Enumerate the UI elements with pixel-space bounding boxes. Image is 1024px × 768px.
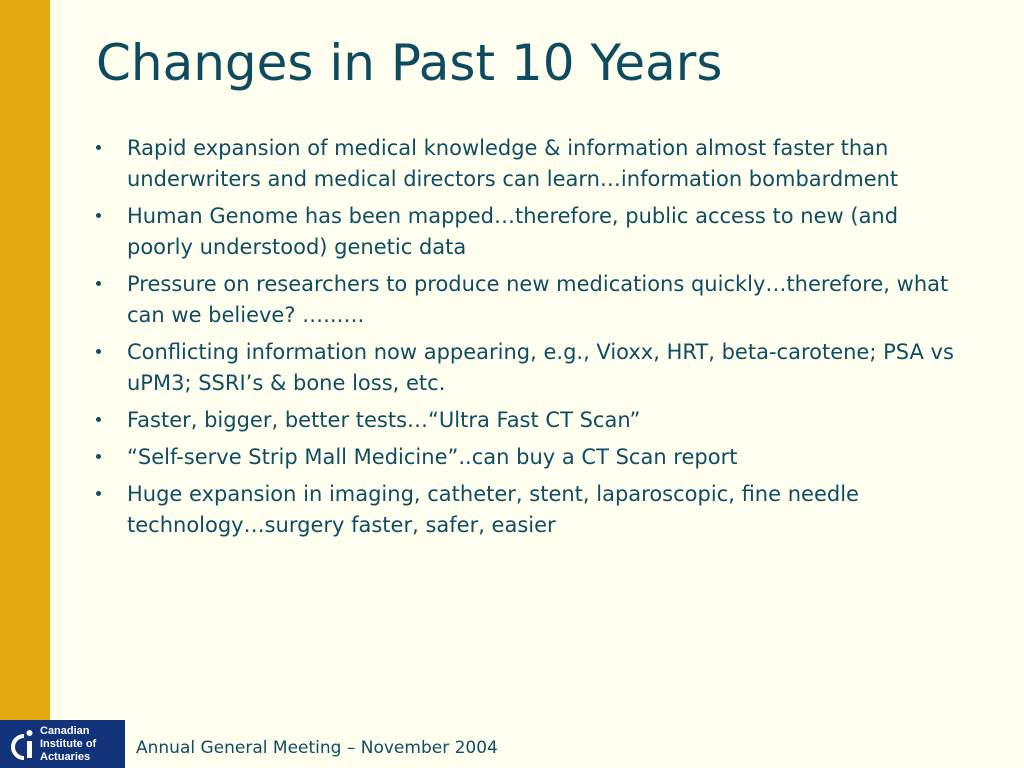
slide-title: Changes in Past 10 Years — [96, 34, 723, 92]
bullet-dot-icon — [96, 213, 101, 218]
logo-line: Canadian — [40, 724, 90, 737]
bullet-text: Pressure on researchers to produce new medications quickly…therefore, what can we believe? …..…. — [127, 272, 949, 327]
accent-bar — [0, 0, 50, 720]
bullet-text: Huge expansion in imaging, catheter, stent, laparoscopic, fine needle technology…surgery faster, safer, easier — [127, 482, 859, 537]
logo-line: Actuaries — [40, 750, 91, 763]
footer-text: Annual General Meeting – November 2004 — [136, 738, 498, 758]
bullet-dot-icon — [96, 491, 101, 496]
bullet-item — [94, 133, 954, 195]
bullet-dot-icon — [96, 349, 101, 354]
bullet-text: “Self-serve Strip Mall Medicine”..can buy a CT Scan report — [127, 445, 738, 469]
logo-text — [40, 725, 96, 764]
bullet-text: Conflicting information now appearing, e.g., Vioxx, HRT, beta-carotene; PSA vs uPM3; SSRI’s & bone loss, etc. — [127, 340, 954, 395]
bullet-dot-icon — [96, 417, 101, 422]
bullet-text: Human Genome has been mapped…therefore, public access to new (and poorly understood) genetic data — [127, 204, 899, 259]
bullet-dot-icon — [96, 281, 101, 286]
cia-logo — [0, 720, 125, 768]
cia-logo-icon — [0, 720, 40, 768]
logo-line: Institute of — [40, 737, 97, 750]
bullet-text: Faster, bigger, better tests…“Ultra Fast CT Scan” — [127, 408, 641, 432]
bullet-item — [94, 479, 954, 541]
bullet-list — [94, 133, 954, 547]
bullet-dot-icon — [96, 145, 101, 150]
bullet-item — [94, 442, 954, 473]
bullet-item — [94, 201, 954, 263]
bullet-item — [94, 405, 954, 436]
bullet-item — [94, 269, 954, 331]
bullet-item — [94, 337, 954, 399]
bullet-text: Rapid expansion of medical knowledge & information almost faster than underwriters and medical directors can learn…information bombardment — [127, 136, 899, 191]
bullet-dot-icon — [96, 454, 101, 459]
